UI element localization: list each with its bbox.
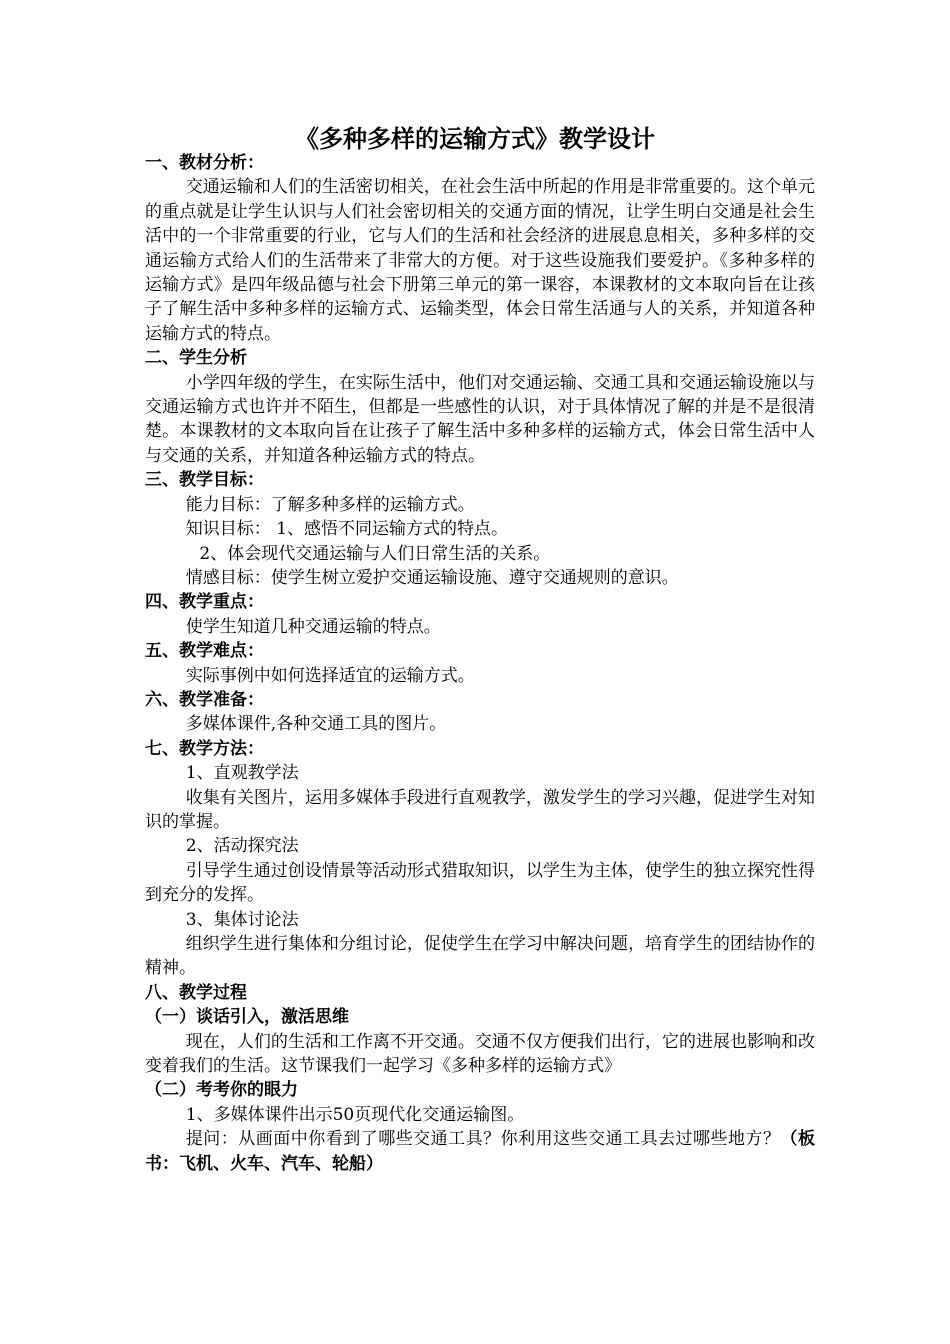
subsection-heading-2: （二）考考你的眼力	[145, 1080, 298, 1101]
section-heading-3: 三、教学目标：	[145, 470, 264, 491]
subsection-heading-1: （一）谈话引入，激活思维	[145, 1007, 349, 1028]
section-heading-4: 四、教学重点：	[145, 592, 264, 613]
method-2-paragraph: 引导学生通过创设情景等活动形式猎取知识，以学生为主体，使学生的独立探究性得到充分的发挥。	[145, 860, 815, 906]
section-heading-7: 七、教学方法：	[145, 738, 264, 759]
section-paragraph-4: 使学生知道几种交通运输的特点。	[185, 616, 441, 637]
method-1-title: 1、直观教学法	[185, 763, 299, 784]
section-paragraph-5: 实际事例中如何选择适宜的运输方式。	[185, 665, 475, 686]
method-3-title: 3、集体讨论法	[185, 909, 299, 930]
objective-emotion: 情感目标：使学生树立爱护交通运输设施、遵守交通规则的意识。	[185, 567, 679, 588]
question-text: 提问：从画面中你看到了哪些交通工具？你利用这些交通工具去过哪些地方？	[185, 1129, 781, 1150]
section-heading-1: 一、教材分析：	[145, 153, 264, 173]
method-1-paragraph: 收集有关图片，运用多媒体手段进行直观教学，激发学生的学习兴趣，促进学生对知识的掌握。	[145, 787, 815, 832]
section-heading-8: 八、教学过程	[145, 982, 247, 1003]
objective-ability: 能力目标：了解多种多样的运输方式。	[185, 494, 475, 515]
section-paragraph-6: 多媒体课件,各种交通工具的图片。	[185, 714, 447, 735]
section-heading-6: 六、教学准备：	[145, 689, 264, 710]
subsection-line-1: 1、多媒体课件出示50页现代化交通运输图。	[185, 1104, 525, 1125]
method-2-title: 2、活动探究法	[185, 836, 299, 857]
page-title: 《多种多样的运输方式》教学设计	[295, 125, 655, 153]
section-paragraph-2: 小学四年级的学生，在实际生活中，他们对交通运输、交通工具和交通运输设施以与交通运输方式也许并不陌生，但都是一些感性的认识，对于具体情况了解的并是不是很清楚。本课教材的文本取向旨在让孩子了解生活中多种多样的运输方式，体会日常生活中人与交通的关系，并知道各种运输方式的特点。	[145, 372, 815, 466]
section-heading-5: 五、教学难点：	[145, 641, 264, 662]
document-body	[145, 151, 815, 1176]
objective-knowledge-2: 2、体会现代交通运输与人们日常生活的关系。	[199, 543, 551, 564]
subsection-paragraph-1: 现在，人们的生活和工作离不开交通。交通不仅方便我们出行，它的进展也影响和改变着我们的生活。这节课我们一起学习《多种多样的运输方式》	[145, 1031, 815, 1077]
objective-knowledge-1: 知识目标： 1、感悟不同运输方式的特点。	[185, 519, 509, 540]
section-paragraph-1: 交通运输和人们的生活密切相关，在社会生活中所起的作用是非常重要的。这个单元的重点就是让学生认识与人们社会密切相关的交通方面的情况，让学生明白交通是社会生活中的一个非常重要的行业，它与人们的生活和社会经济的进展息息相关，多种多样的交通运输方式给人们的生活带来了非常大的方便。对于这些设施我们要爱护。《多种多样的运输方式》是四年级品德与社会下册第三单元的第一课容，本课教材的文本取向旨在让孩子了解生活中多种多样的运输方式、运输类型，体会日常生活通与人的关系，并知道各种运输方式的特点。	[145, 177, 815, 344]
method-3-paragraph: 组织学生进行集体和分组讨论，促使学生在学习中解决问题，培育学生的团结协作的精神。	[145, 934, 815, 979]
subsection-question	[145, 1127, 815, 1176]
blackboard-note: （板书：飞机、火车、汽车、轮船）	[145, 1129, 816, 1174]
section-heading-2: 二、学生分析	[145, 348, 247, 369]
